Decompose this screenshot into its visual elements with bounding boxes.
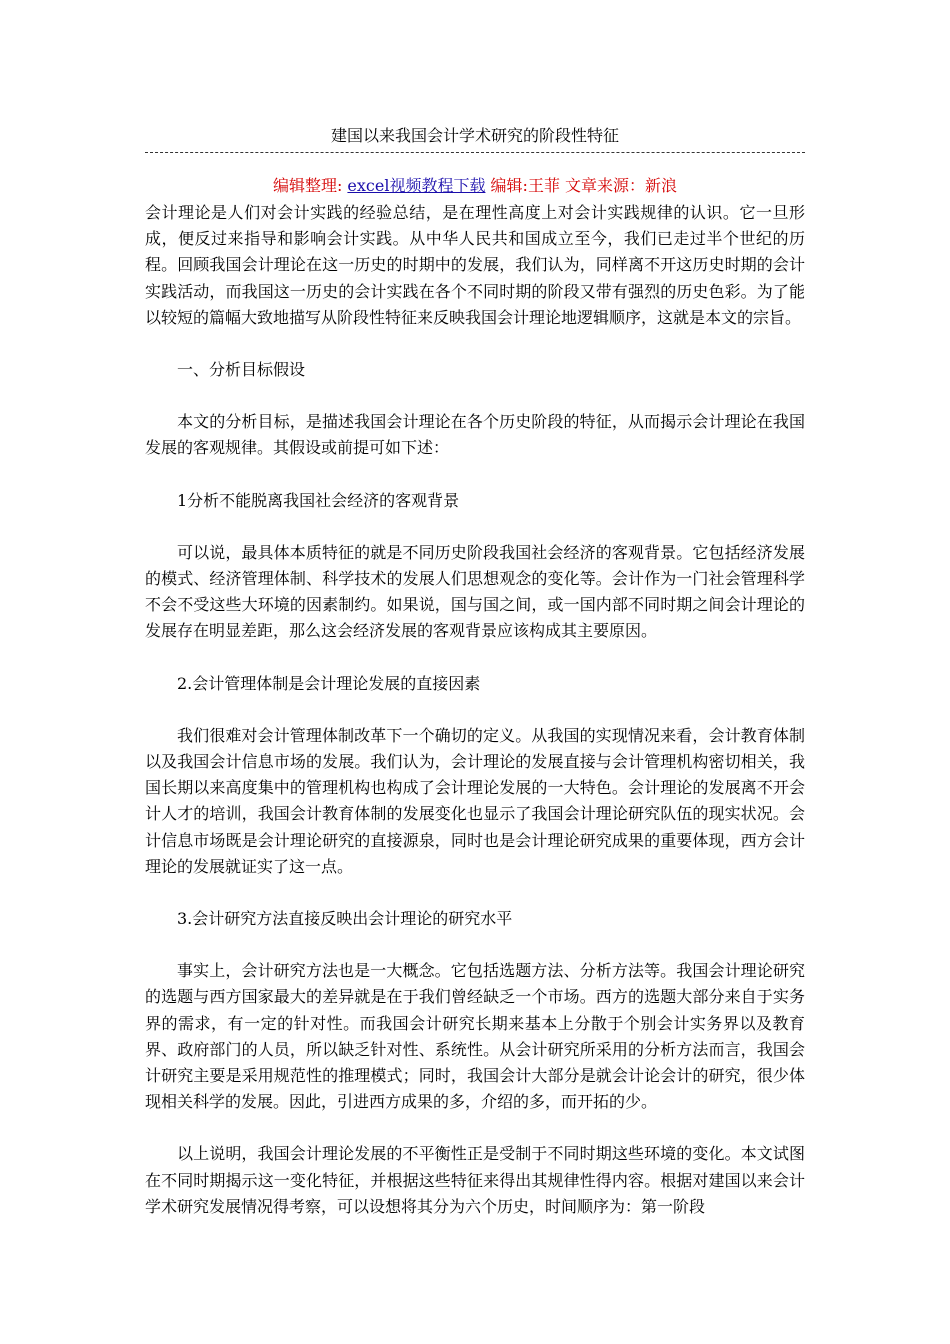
credits-prefix: 编辑整理: — [272, 176, 348, 195]
paragraph-goal: 本文的分析目标，是描述我国会计理论在各个历史阶段的特征，从而揭示会计理论在我国发展的客观规律。其假设或前提可如下述： — [145, 412, 805, 458]
paragraph-background: 可以说，最具体本质特征的就是不同历史阶段我国社会经济的客观背景。它包括经济发展的模式、经济管理体制、科学技术的发展人们思想观念的变化等。会计作为一门社会管理科学不会不受这些大环境的因素制约。如果说，国与国之间，或一国内部不同时期之间会计理论的发展存在明显差距，那么这会经济发展的客观背景应该构成其主要原因。 — [145, 542, 805, 641]
credits-suffix: 编辑:王菲 文章来源：新浪 — [485, 176, 678, 195]
document-title: 建国以来我国会计学术研究的阶段性特征 — [330, 126, 619, 145]
credits-line — [0, 174, 950, 198]
section-heading-1: 一、分析目标假设 — [177, 360, 306, 380]
excel-tutorial-link[interactable]: excel视频教程下载 — [347, 176, 486, 195]
article-body — [145, 200, 805, 1220]
paragraph-summary: 以上说明，我国会计理论发展的不平衡性正是受制于不同时期这些环境的变化。本文试图在不同时期揭示这一变化特征，并根据这些特征来得出其规律性得内容。根据对建国以来会计学术研究发展情况得考察，可以设想将其分为六个历史，时间顺序为：第一阶段 — [145, 1144, 805, 1216]
subheading-2: 2.会计管理体制是会计理论发展的直接因素 — [177, 673, 481, 693]
paragraph-methods: 事实上，会计研究方法也是一大概念。它包括选题方法、分析方法等。我国会计理论研究的选题与西方国家最大的差异就是在于我们曾经缺乏一个市场。西方的选题大部分来自于实务界的需求，有一定的针对性。而我国会计研究长期来基本上分散于个别会计实务界以及教育界、政府部门的人员，所以缺乏针对性、系统性。从会计研究所采用的分析方法而言，我国会计研究主要是采用规范性的推理模式；同时，我国会计大部分是就会计论会计的研究，很少体现相关科学的发展。因此，引进西方成果的多，介绍的多，而开拓的少。 — [145, 961, 805, 1112]
subheading-3: 3.会计研究方法直接反映出会计理论的研究水平 — [177, 909, 513, 929]
intro-paragraph: 会计理论是人们对会计实践的经验总结，是在理性高度上对会计实践规律的认识。它一旦形成，便反过来指导和影响会计实践。从中华人民共和国成立至今，我们已走过半个世纪的历程。回顾我国会计理论在这一历史的时期中的发展，我们认为，同样离不开这历史时期的会计实践活动，而我国这一历史的会计实践在各个不同时期的阶段又带有强烈的历史色彩。为了能以较短的篇幅大致地描写从阶段性特征来反映我国会计理论地逻辑顺序，这就是本文的宗旨。 — [145, 203, 805, 327]
dashed-divider — [145, 152, 805, 153]
subheading-1: 1分析不能脱离我国社会经济的客观背景 — [177, 490, 460, 510]
paragraph-management: 我们很难对会计管理体制改革下一个确切的定义。从我国的实现情况来看，会计教育体制以及我国会计信息市场的发展。我们认为，会计理论的发展直接与会计管理机构密切相关，我国长期以来高度集中的管理机构也构成了会计理论发展的一大特色。会计理论的发展离不开会计人才的培训，我国会计教育体制的发展变化也显示了我国会计理论研究队伍的现实状况。会计信息市场既是会计理论研究的直接源泉，同时也是会计理论研究成果的重要体现，西方会计理论的发展就证实了这一点。 — [145, 725, 805, 876]
